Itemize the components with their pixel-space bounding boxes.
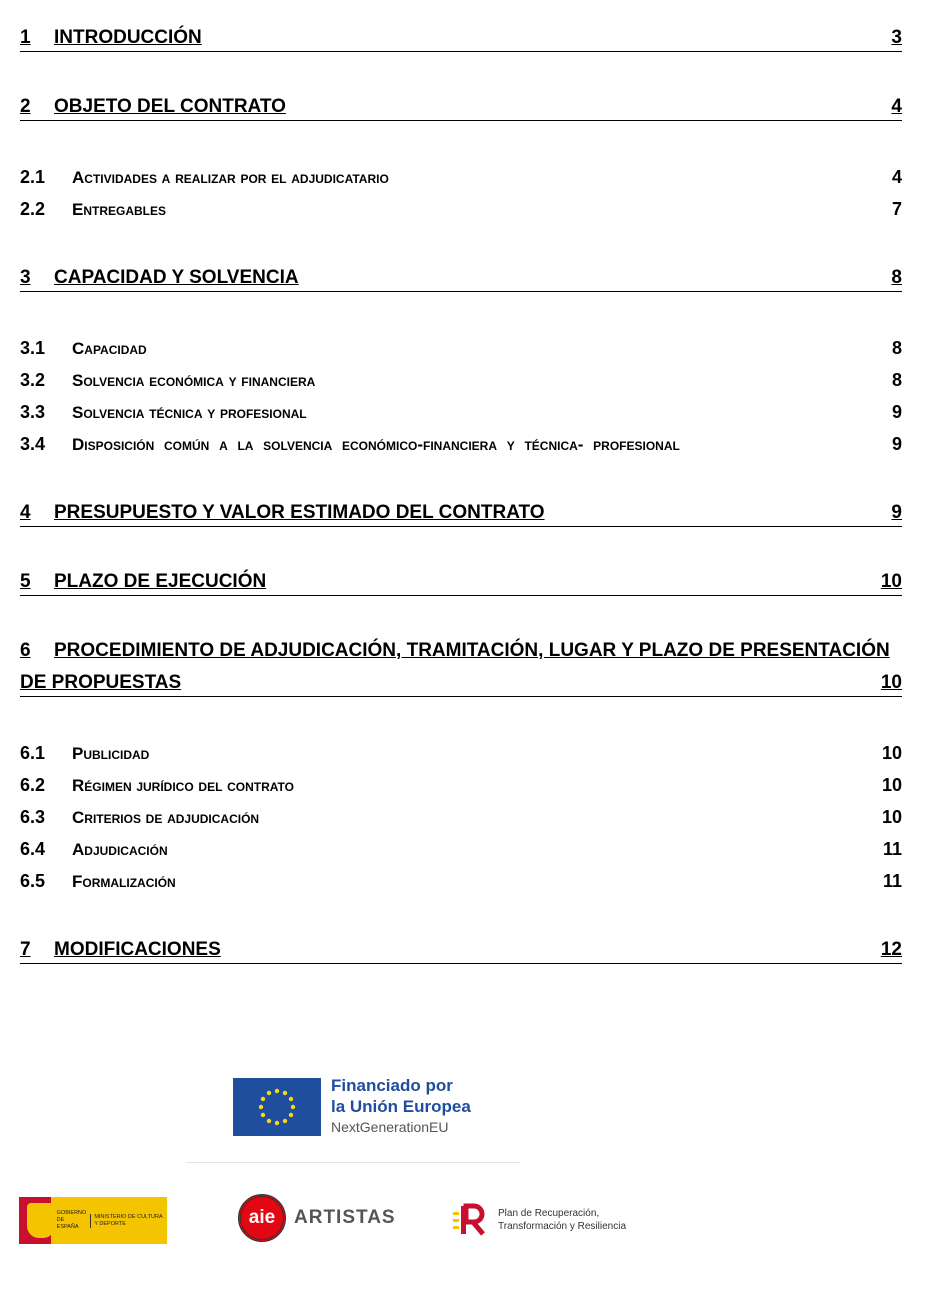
- toc-title: CAPACIDAD Y SOLVENCIA: [54, 267, 299, 288]
- eu-flag-icon: [233, 1078, 321, 1136]
- toc-entry-3-2[interactable]: [20, 369, 902, 393]
- toc-page: 8: [891, 338, 902, 358]
- toc-number: 4: [20, 502, 31, 523]
- toc-number: 6.5: [20, 871, 46, 891]
- toc-number: 3.2: [20, 370, 46, 390]
- toc-title: Solvencia económica y financiera: [72, 371, 316, 390]
- toc-number: 2.2: [20, 199, 46, 219]
- toc-page: 8: [891, 267, 902, 288]
- toc-page: 12: [880, 939, 902, 960]
- toc-number: 3: [20, 267, 31, 288]
- aie-wordmark: ARTISTAS: [294, 1207, 396, 1228]
- toc-title: MODIFICACIONES: [54, 939, 221, 960]
- toc-number: 2.1: [20, 167, 46, 187]
- toc-title: INTRODUCCIÓN: [54, 27, 202, 48]
- eu-funding-logo: [233, 1075, 471, 1138]
- toc-entry-2[interactable]: [20, 94, 902, 121]
- toc-number: 3.3: [20, 402, 46, 422]
- toc-page: 10: [881, 775, 902, 795]
- toc-page: 11: [882, 839, 902, 859]
- toc-page: 3: [891, 27, 902, 48]
- toc-entry-6-2[interactable]: [20, 774, 902, 798]
- toc-title: OBJETO DEL CONTRATO: [54, 96, 286, 117]
- toc-page: 8: [891, 370, 902, 390]
- toc-page: 9: [891, 502, 902, 523]
- toc-page: 4: [891, 96, 902, 117]
- toc-entry-6-3[interactable]: [20, 806, 902, 830]
- toc-number: 5: [20, 571, 31, 592]
- toc-entry-7[interactable]: [20, 937, 902, 964]
- toc-page: 9: [891, 434, 902, 454]
- toc-entry-6-1[interactable]: [20, 742, 902, 766]
- toc-title: Formalización: [72, 872, 176, 891]
- toc-title: PLAZO DE EJECUCIÓN: [54, 571, 267, 592]
- toc-number: 6: [20, 640, 31, 661]
- plan-text-line2: Transformación y Resiliencia: [498, 1221, 627, 1232]
- plan-text-line1: Plan de Recuperación,: [498, 1208, 600, 1219]
- toc-entry-3-3[interactable]: [20, 401, 902, 425]
- toc-number: 2: [20, 96, 31, 117]
- toc-number: 1: [20, 27, 31, 48]
- plan-r-icon: [453, 1202, 489, 1238]
- toc-entry-3-4[interactable]: [20, 433, 902, 457]
- gobierno-logo: [19, 1197, 167, 1244]
- toc-number: 3.1: [20, 338, 46, 358]
- toc-title: Régimen jurídico del contrato: [72, 776, 295, 795]
- toc-title: Publicidad: [72, 744, 150, 763]
- ministerio-text: MINISTERIO DE CULTURA Y DEPORTE: [90, 1214, 167, 1228]
- toc-entry-5[interactable]: [20, 569, 902, 596]
- eu-text-line2: la Unión Europea: [331, 1097, 471, 1116]
- toc-title-continued: DE PROPUESTAS: [20, 672, 182, 693]
- toc-number: 3.4: [20, 434, 46, 454]
- plan-recuperacion-logo: [453, 1202, 626, 1238]
- toc-entry-6-4[interactable]: [20, 838, 902, 862]
- toc-entry-6[interactable]: [20, 670, 902, 697]
- toc-entry-3-1[interactable]: [20, 337, 902, 361]
- toc-entry-3[interactable]: [20, 265, 902, 292]
- toc-title: Solvencia técnica y profesional: [72, 403, 307, 422]
- toc-page: 4: [891, 167, 902, 187]
- toc-entry-1[interactable]: [20, 25, 902, 52]
- aie-mark-icon: aie: [238, 1194, 286, 1242]
- eu-text-line1: Financiado por: [331, 1076, 453, 1095]
- toc-page: 10: [881, 807, 902, 827]
- toc-title: Criterios de adjudicación: [72, 808, 260, 827]
- toc-page: 7: [891, 199, 902, 219]
- toc-number: 6.4: [20, 839, 46, 859]
- aie-artistas-logo: [238, 1194, 396, 1242]
- toc-number: 6.1: [20, 743, 46, 763]
- eu-text-line3: NextGenerationEU: [331, 1119, 449, 1135]
- toc-title: PROCEDIMIENTO DE ADJUDICACIÓN, TRAMITACIÓN, LUGAR Y PLAZO DE PRESENTACIÓN: [54, 640, 890, 661]
- toc-number: 6.2: [20, 775, 46, 795]
- gobierno-text: GOBIERNO DE ESPAÑA: [56, 1210, 87, 1230]
- toc-entry-2-1[interactable]: [20, 166, 902, 190]
- toc-number: 7: [20, 939, 31, 960]
- toc-page: 10: [881, 743, 902, 763]
- toc-page: 9: [891, 402, 902, 422]
- toc-page: 11: [882, 871, 902, 891]
- toc-entry-4[interactable]: [20, 500, 902, 527]
- toc-title: Disposición común a la solvencia económico-financiera y técnica- profesional: [72, 435, 680, 454]
- toc-page: 10: [880, 571, 902, 592]
- toc-entry-6-5[interactable]: [20, 870, 902, 894]
- toc-title: Capacidad: [72, 339, 147, 358]
- toc-entry-6-line1[interactable]: [20, 638, 902, 664]
- divider: [186, 1162, 520, 1163]
- footer-logos: [0, 1060, 940, 1289]
- toc-number: 6.3: [20, 807, 46, 827]
- spain-coat-of-arms-icon: [19, 1197, 51, 1244]
- toc-title: Adjudicación: [72, 840, 168, 859]
- toc-entry-2-2[interactable]: [20, 198, 902, 222]
- toc-title: PRESUPUESTO Y VALOR ESTIMADO DEL CONTRATO: [54, 502, 545, 523]
- toc-page: 10: [880, 672, 902, 693]
- toc-title: Entregables: [72, 200, 167, 219]
- toc-title: Actividades a realizar por el adjudicatario: [72, 168, 389, 187]
